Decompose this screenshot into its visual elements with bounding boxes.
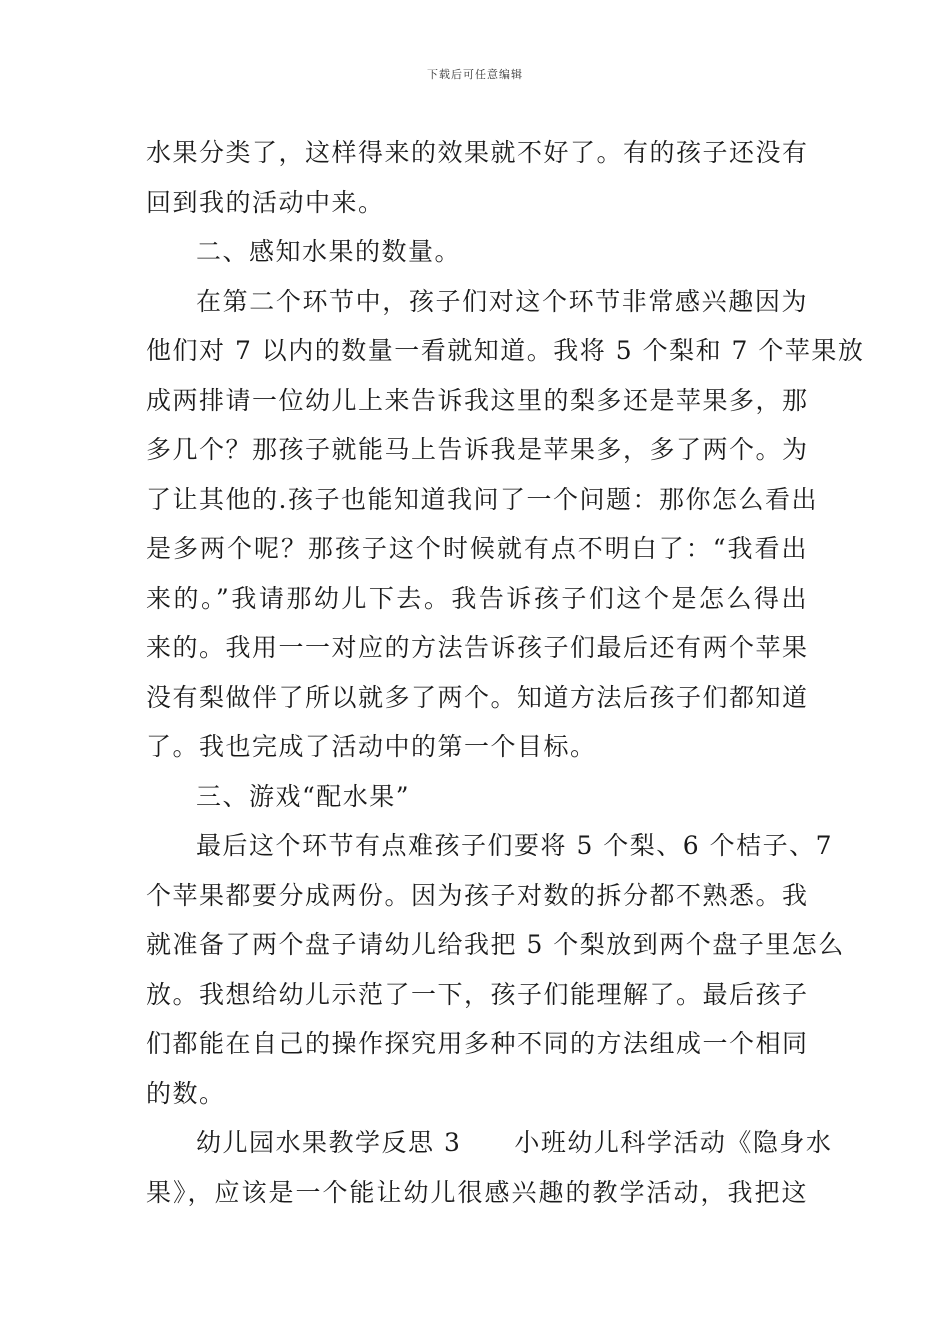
- body-line: 最后这个环节有点难孩子们要将 5 个梨、6 个桔子、7: [196, 831, 834, 860]
- page-header-note: 下载后可任意编辑: [427, 68, 523, 81]
- section-heading: 三、游戏“配水果”: [196, 781, 411, 811]
- body-line: 成两排请一位幼儿上来告诉我这里的梨多还是苹果多，那: [146, 385, 809, 415]
- section-heading: 幼儿园水果教学反思 3 小班幼儿科学活动《隐身水: [196, 1128, 833, 1157]
- document-body: [146, 128, 865, 1217]
- body-line: 回到我的活动中来。: [146, 187, 385, 217]
- body-line: 他们对 7 以内的数量一看就知道。我将 5 个梨和 7 个苹果放: [146, 336, 865, 365]
- body-line: 个苹果都要分成两份。因为孩子对数的拆分都不熟悉。我: [146, 880, 809, 910]
- body-line: 来的。”我请那幼儿下去。我告诉孩子们这个是怎么得出: [146, 583, 808, 613]
- body-line: 果》，应该是一个能让幼儿很感兴趣的教学活动，我把这: [146, 1177, 808, 1207]
- body-line: 多几个？那孩子就能马上告诉我是苹果多，多了两个。为: [146, 435, 809, 464]
- body-line: 就准备了两个盘子请幼儿给我把 5 个梨放到两个盘子里怎么: [146, 930, 845, 959]
- section-heading: 二、感知水果的数量。: [196, 237, 462, 266]
- body-line: 了。我也完成了活动中的第一个目标。: [146, 732, 597, 761]
- body-line: 们都能在自己的操作探究用多种不同的方法组成一个相同: [146, 1029, 809, 1058]
- body-line: 是多两个呢？那孩子这个时候就有点不明白了：“我看出: [146, 534, 808, 563]
- body-line: 在第二个环节中，孩子们对这个环节非常感兴趣因为: [196, 286, 808, 316]
- body-line: 了让其他的.孩子也能知道我问了一个问题：那你怎么看出: [146, 484, 818, 514]
- body-line: 来的。我用一一对应的方法告诉孩子们最后还有两个苹果: [146, 633, 809, 662]
- body-line: 没有梨做伴了所以就多了两个。知道方法后孩子们都知道: [146, 682, 809, 712]
- body-line: 水果分类了，这样得来的效果就不好了。有的孩子还没有: [146, 138, 809, 167]
- body-line: 放。我想给幼儿示范了一下，孩子们能理解了。最后孩子: [146, 979, 809, 1009]
- body-line: 的数。: [146, 1078, 226, 1108]
